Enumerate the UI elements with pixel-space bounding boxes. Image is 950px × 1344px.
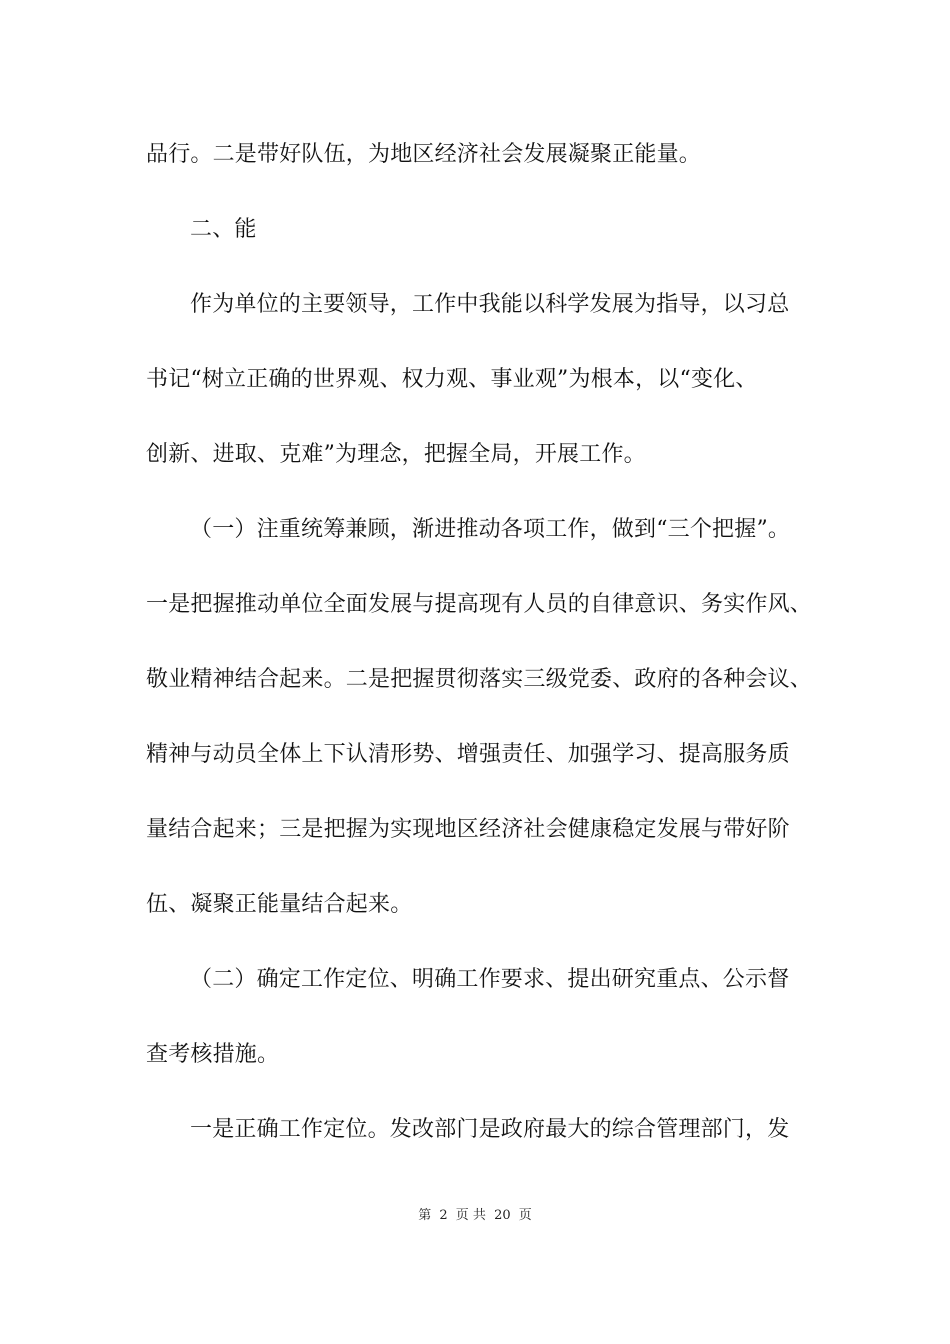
- text-line: 查考核措施。: [146, 1042, 280, 1067]
- section-heading: 二、能: [190, 217, 257, 242]
- text-line: 作为单位的主要领导，工作中我能以科学发展为指导，以习总: [190, 292, 790, 317]
- page-label-mid: 页 共: [455, 1208, 486, 1223]
- page-label-prefix: 第: [418, 1208, 432, 1223]
- text-line: 品行。二是带好队伍，为地区经济社会发展凝聚正能量。: [146, 142, 702, 167]
- text-line: 敬业精神结合起来。二是把握贯彻落实三级党委、政府的各种会议、: [146, 667, 813, 692]
- text-line: 精神与动员全体上下认清形势、增强责任、加强学习、提高服务质: [146, 742, 790, 767]
- subsection-heading: （二）确定工作定位、明确工作要求、提出研究重点、公示督: [190, 967, 790, 992]
- current-page-number: 2: [439, 1208, 448, 1223]
- text-line: 创新、进取、克难”为理念，把握全局，开展工作。: [146, 442, 646, 467]
- page-label-suffix: 页: [518, 1208, 532, 1223]
- text-line: 伍、凝聚正能量结合起来。: [146, 892, 413, 917]
- subsection-heading: （一）注重统筹兼顾，渐进推动各项工作，做到“三个把握”。: [190, 517, 791, 542]
- total-pages-number: 20: [494, 1208, 511, 1223]
- text-line: 一是把握推动单位全面发展与提高现有人员的自律意识、务实作风、: [146, 592, 813, 617]
- text-line: 量结合起来；三是把握为实现地区经济社会健康稳定发展与带好阶: [146, 817, 790, 842]
- text-line: 书记“树立正确的世界观、权力观、事业观”为根本，以“变化、: [146, 367, 758, 392]
- page-footer: [0, 1207, 950, 1225]
- text-line: 一是正确工作定位。发改部门是政府最大的综合管理部门，发: [190, 1117, 790, 1142]
